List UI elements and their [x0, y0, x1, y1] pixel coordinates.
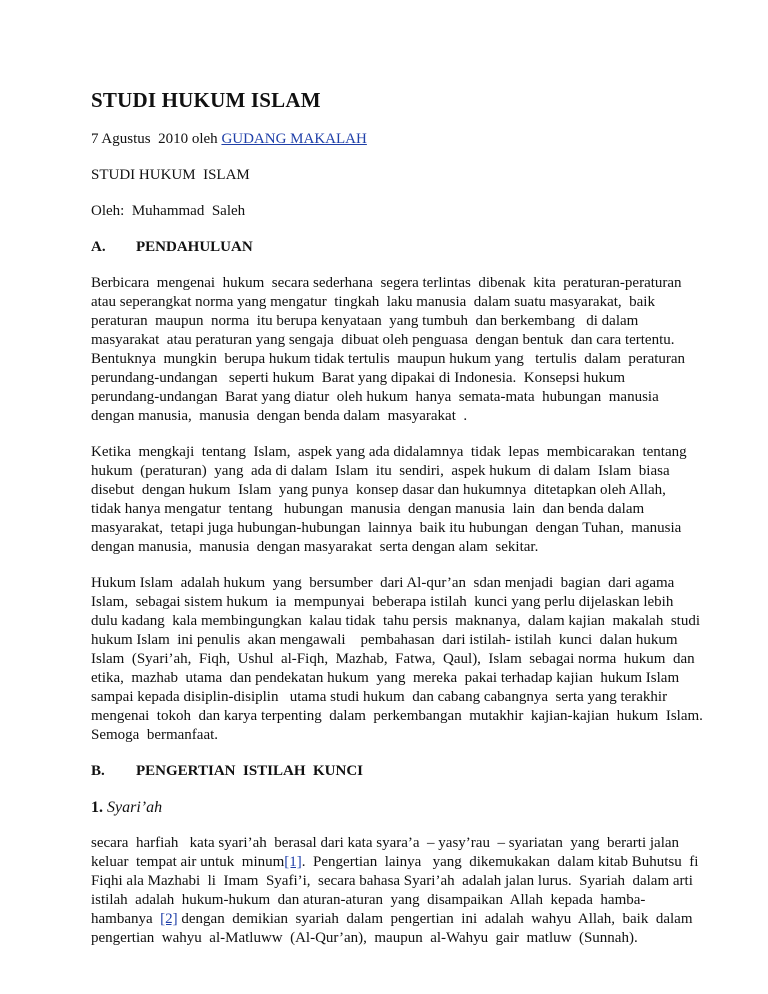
text-line: tidak hanya mengatur tentang hubungan manusia dengan manusia lain dan benda dalam: [91, 501, 645, 517]
text-line: Islam, sebagai sistem hukum ia mempunyai beberapa istilah kunci yang perlu dijelaskan lebih: [91, 594, 674, 610]
text-line: Berbicara mengenai hukum secara sederhana segera terlintas dibenak kita peraturan-peraturan: [91, 275, 682, 291]
text-line: Fiqhi ala Mazhabi li Imam Syafi’i, secara bahasa Syari’ah adalah jalan lurus. Syariah dalam arti: [91, 873, 693, 889]
text-line: Ketika mengkaji tentang Islam, aspek yang ada didalamnya tidak lepas membicarakan tentang: [91, 444, 687, 460]
footnote-link[interactable]: [2]: [160, 911, 178, 927]
footnote-link[interactable]: [1]: [284, 854, 302, 870]
text-line: dulu kadang kala membingungkan kalau tidak tahu persis maknanya, dalam kajian makalah studi: [91, 613, 701, 629]
text-line: Semoga bermanfaat.: [91, 727, 219, 743]
paragraph-2: [91, 443, 691, 557]
subsection-label: Syari’ah: [103, 799, 163, 816]
text-line: dengan manusia, manusia dengan masyarakat serta dengan alam sekitar.: [91, 539, 539, 555]
section-heading-b: [91, 762, 691, 781]
paragraph-1: [91, 274, 691, 426]
document-title: STUDI HUKUM ISLAM: [91, 88, 321, 112]
section-number: A.: [91, 239, 106, 255]
section-number: B.: [91, 763, 105, 779]
text-line: hukum Islam ini penulis akan mengawali pembahasan dari istilah- istilah kunci dalan hukum: [91, 632, 678, 648]
section-label: PENGERTIAN ISTILAH KUNCI: [136, 763, 364, 779]
text-line: Islam (Syari’ah, Fiqh, Ushul al-Fiqh, Mazhab, Fatwa, Qaul), Islam sebagai norma hukum dan: [91, 651, 695, 667]
subsection-number: 1.: [91, 799, 103, 816]
text-line: etika, mazhab utama dan pendekatan hukum yang mereka pakai terhadap kajian hukum Islam: [91, 670, 680, 686]
paragraph-3: [91, 574, 703, 745]
text-line: sampai kepada disiplin-disiplin utama studi hukum dan cabang cabangnya serta yang terakhir: [91, 689, 668, 705]
text-line: pengertian wahyu al-Matluww (Al-Qur’an), maupun al-Wahyu gair matluw (Sunnah).: [91, 930, 638, 946]
text-segment: hambanya: [91, 911, 161, 927]
section-heading-a: [91, 238, 691, 257]
text-line: mengenai tokoh dan karya terpenting dalam perkembangan mutakhir kajian-kajian hukum Islam.: [91, 708, 703, 724]
text-line: [91, 910, 691, 929]
subsection-heading: [91, 798, 691, 817]
text-line: hukum (peraturan) yang ada di dalam Islam itu sendiri, aspek hukum di dalam Islam biasa: [91, 463, 670, 479]
document-subtitle: STUDI HUKUM ISLAM: [91, 167, 250, 183]
text-segment: dengan demikian syariah dalam pengertian ini adalah wahyu Allah, baik dalam: [177, 911, 693, 927]
post-meta: [91, 130, 691, 149]
text-line: atau seperangkat norma yang mengatur tingkah laku manusia dalam suatu masyarakat, baik: [91, 294, 655, 310]
text-segment: keluar tempat air untuk minum: [91, 854, 285, 870]
text-line: Bentuknya mungkin berupa hukum tidak tertulis maupun hukum yang tertulis dalam peraturan: [91, 351, 686, 367]
paragraph-4: [91, 834, 699, 948]
document-page: [91, 88, 703, 965]
text-line: secara harfiah kata syari’ah berasal dari kata syara’a – yasy’rau – syariatan yang berarti jalan: [91, 835, 680, 851]
text-line: masyarakat atau peraturan yang sengaja dibuat oleh penguasa dengan bentuk dan cara tertentu.: [91, 332, 675, 348]
text-line: istilah adalah hukum-hukum dan aturan-aturan yang disampaikan Allah kepada hamba-: [91, 892, 646, 908]
text-line: masyarakat, tetapi juga hubungan-hubungan lainnya baik itu hubungan dengan Tuhan, manusia: [91, 520, 682, 536]
text-line: Hukum Islam adalah hukum yang bersumber dari Al-qur’an sdan menjadi bagian dari agama: [91, 575, 675, 591]
text-line: peraturan maupun norma itu berupa kenyataan yang tumbuh dan berkembang di dalam: [91, 313, 639, 329]
text-line: disebut dengan hukum Islam yang punya konsep dasar dan hukumnya ditetapkan oleh Allah,: [91, 482, 666, 498]
author-link[interactable]: GUDANG MAKALAH: [221, 131, 367, 147]
post-date: 7 Agustus 2010 oleh: [91, 131, 222, 147]
section-label: PENDAHULUAN: [136, 239, 253, 255]
text-line: perundang-undangan seperti hukum Barat yang dipakai di Indonesia. Konsepsi hukum: [91, 370, 626, 386]
document-byline: Oleh: Muhammad Saleh: [91, 203, 246, 219]
text-segment: . Pengertian lainya yang dikemukakan dalam kitab Buhutsu fi: [301, 854, 699, 870]
text-line: [91, 853, 699, 872]
text-line: perundang-undangan Barat yang diatur oleh hukum hanya semata-mata hubungan manusia: [91, 389, 659, 405]
text-line: dengan manusia, manusia dengan benda dalam masyarakat .: [91, 408, 468, 424]
